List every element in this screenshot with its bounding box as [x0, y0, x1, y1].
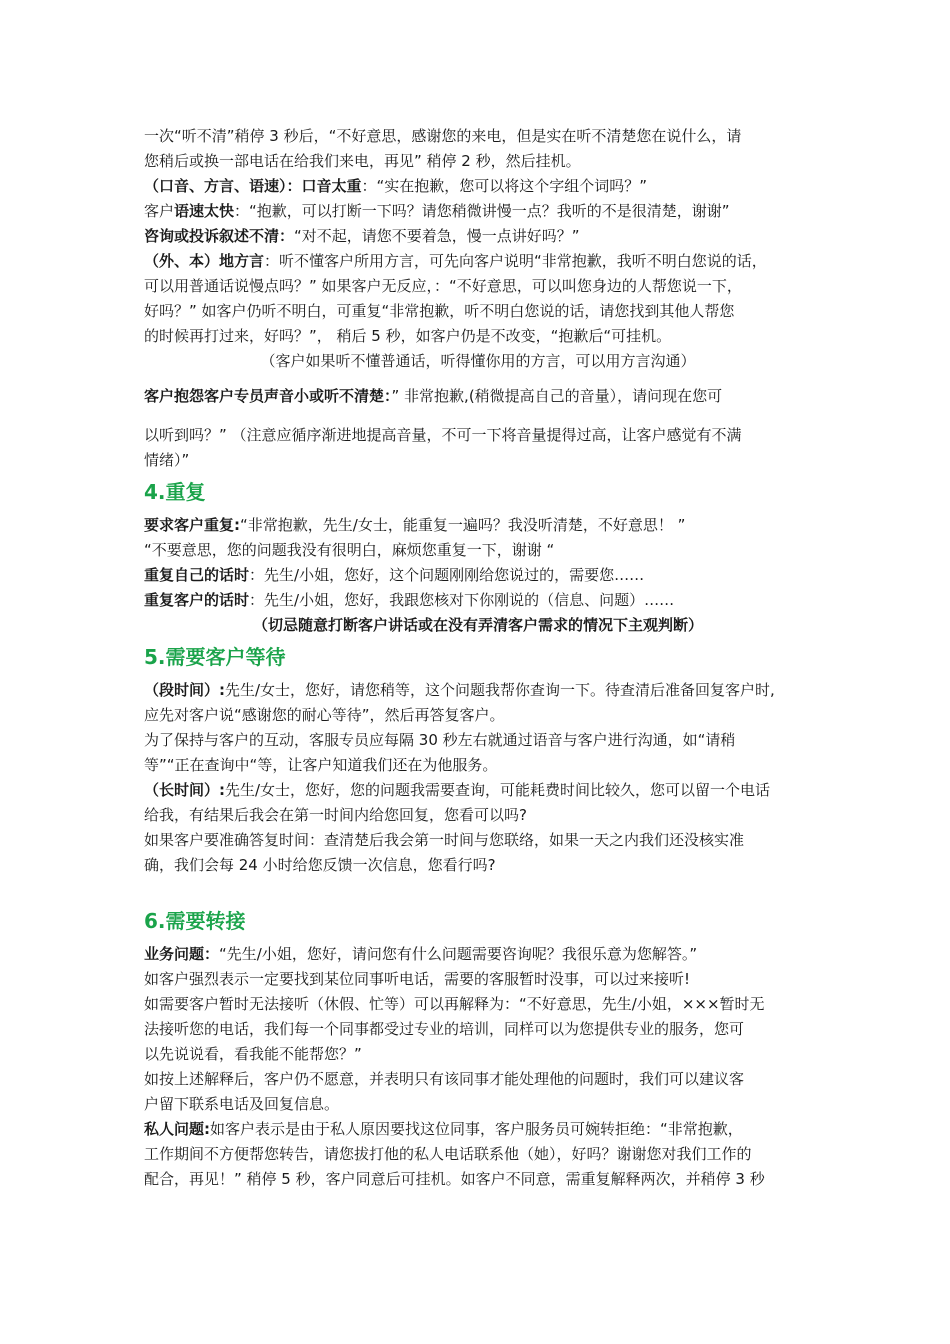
inline-text: 如客户表示是由于私人原因要找这位同事，客户服务员可婉转拒绝：“非常抱歉， — [210, 1120, 743, 1138]
section-heading: 4.重复 — [144, 480, 206, 504]
paragraph-line: 好吗？” 如客户仍听不明白，可重复“非常抱歉，听不明白您说的话，请您找到其他人帮您 — [144, 302, 735, 320]
inline-text: ：听不懂客户所用方言，可先向客户说明“非常抱歉，我听不明白您说的话， — [264, 252, 767, 270]
paragraph-line — [144, 778, 812, 803]
bold-label: 重复自己的话时 — [144, 566, 250, 584]
paragraph-line: 给我，有结果后我会在第一时间内给您回复，您看可以吗? — [144, 806, 527, 824]
paragraph-line — [144, 563, 812, 588]
centered-note: （客户如果听不懂普通话，听得懂你用的方言，可以用方言沟通） — [260, 352, 696, 370]
inline-text: ：先生/小姐，您好，我跟您核对下你刚说的（信息、问题）…… — [249, 591, 675, 609]
paragraph-line: 一次“听不清”稍停 3 秒后，“不好意思，感谢您的来电，但是实在听不清楚您在说什么，请 — [144, 127, 742, 145]
paragraph-line: 配合，再见！” 稍停 5 秒，客户同意后可挂机。如客户不同意，需重复解释两次，并稍停 3 秒 — [144, 1170, 765, 1188]
paragraph-line: 工作期间不方便帮您转告，请您拔打他的私人电话联系他（她），好吗？谢谢您对我们工作的 — [144, 1145, 752, 1163]
bold-label: 客户抱怨客户专员声音小或听不清楚： — [144, 387, 392, 405]
inline-text: “先生/小姐，您好，请问您有什么问题需要咨询呢？我很乐意为您解答。” — [219, 945, 698, 963]
paragraph-line: 等”“正在查询中“等，让客户知道我们还在为他服务。 — [144, 756, 498, 774]
bold-label: （外、本）地方言 — [144, 252, 265, 270]
bold-label: 咨询或投诉叙述不清： — [144, 227, 295, 245]
inline-text: “非常抱歉，先生/女士，能重复一遍吗？我没听清楚，不好意思！ ” — [240, 516, 686, 534]
paragraph-line — [144, 678, 812, 703]
paragraph-line — [144, 174, 812, 199]
inline-text: 先生/女士，您好，您的问题我需要查询，可能耗费时间比较久，您可以留一个电话 — [225, 781, 771, 799]
centered-note: （切忌随意打断客户讲话或在没有弄清客户需求的情况下主观判断） — [252, 616, 703, 634]
paragraph-line — [144, 1117, 812, 1142]
bold-label: 私人问题: — [144, 1120, 210, 1138]
paragraph-line: 户留下联系电话及回复信息。 — [144, 1095, 340, 1113]
inline-text: ” 非常抱歉,(稍微提高自己的音量），请问现在您可 — [391, 387, 723, 405]
bold-label: （长时间）: — [144, 781, 225, 799]
paragraph-line: 以先说说看，看我能不能帮您？” — [144, 1045, 362, 1063]
bold-label: 要求客户重复: — [144, 516, 240, 534]
paragraph-line: 情绪）” — [144, 451, 190, 469]
paragraph-line: 如需要客户暂时无法接听（休假、忙等）可以再解释为：“不好意思，先生/小姐，×××暂时无 — [144, 995, 765, 1013]
paragraph-line — [144, 384, 812, 409]
paragraph-line: 应先对客户说“感谢您的耐心等待”，然后再答复客户。 — [144, 706, 505, 724]
bold-label: 重复客户的话时 — [144, 591, 250, 609]
paragraph-line: 为了保持与客户的互动，客服专员应每隔 30 秒左右就通过语音与客户进行沟通，如“请稍 — [144, 731, 736, 749]
paragraph-line: 如果客户要准确答复时间：查清楚后我会第一时间与您联络，如果一天之内我们还没核实准 — [144, 831, 745, 849]
paragraph-line: 可以用普通话说慢点吗？” 如果客户无反应，：“不好意思，可以叫您身边的人帮您说一下， — [144, 277, 742, 295]
bold-label: （段时间）: — [144, 681, 225, 699]
paragraph-line: 的时候再打过来，好吗？”， 稍后 5 秒，如客户仍是不改变，“抱歉后“可挂机。 — [144, 327, 672, 345]
paragraph-line — [144, 588, 812, 613]
paragraph-line: 如客户强烈表示一定要找到某位同事听电话，需要的客服暂时没事，可以过来接听! — [144, 970, 691, 988]
paragraph-line: 以听到吗？” （注意应循序渐进地提高音量，不可一下将音量提得过高，让客户感觉有不满 — [144, 426, 742, 444]
paragraph-line: 您稍后或换一部电话在给我们来电，再见” 稍停 2 秒，然后挂机。 — [144, 152, 581, 170]
paragraph-line: 法接听您的电话，我们每一个同事都受过专业的培训，同样可以为您提供专业的服务，您可 — [144, 1020, 745, 1038]
bold-label: 语速太快 — [174, 202, 235, 220]
section-heading: 5.需要客户等待 — [144, 645, 286, 669]
bold-label: （口音、方言、语速）： — [144, 177, 302, 195]
paragraph-line: 确，我们会每 24 小时给您反馈一次信息，您看行吗? — [144, 856, 496, 874]
inline-text: 先生/女士，您好，请您稍等，这个问题我帮你查询一下。待查清后准备回复客户时, — [225, 681, 775, 699]
section-heading: 6.需要转接 — [144, 909, 246, 933]
paragraph-line — [144, 249, 812, 274]
inline-text: “对不起，请您不要着急，慢一点讲好吗？” — [294, 227, 580, 245]
paragraph-line: 如按上述解释后，客户仍不愿意，并表明只有该同事才能处理他的问题时，我们可以建议客 — [144, 1070, 745, 1088]
inline-text: ：“抱歉，可以打断一下吗？请您稍微讲慢一点？我听的不是很清楚，谢谢” — [234, 202, 730, 220]
paragraph-line: “不要意思，您的问题我没有很明白，麻烦您重复一下，谢谢 “ — [144, 541, 555, 559]
inline-text: ：先生/小姐，您好，这个问题刚刚给您说过的，需要您…… — [249, 566, 645, 584]
bold-label: 口音太重 — [301, 177, 362, 195]
paragraph-line — [144, 199, 812, 224]
paragraph-line — [144, 513, 812, 538]
bold-label: 业务问题： — [144, 945, 220, 963]
document-page — [144, 124, 812, 1192]
paragraph-line — [144, 942, 812, 967]
paragraph-line — [144, 224, 812, 249]
inline-text: ：“实在抱歉，您可以将这个字组个词吗？” — [361, 177, 648, 195]
inline-text: 客户 — [144, 202, 175, 220]
